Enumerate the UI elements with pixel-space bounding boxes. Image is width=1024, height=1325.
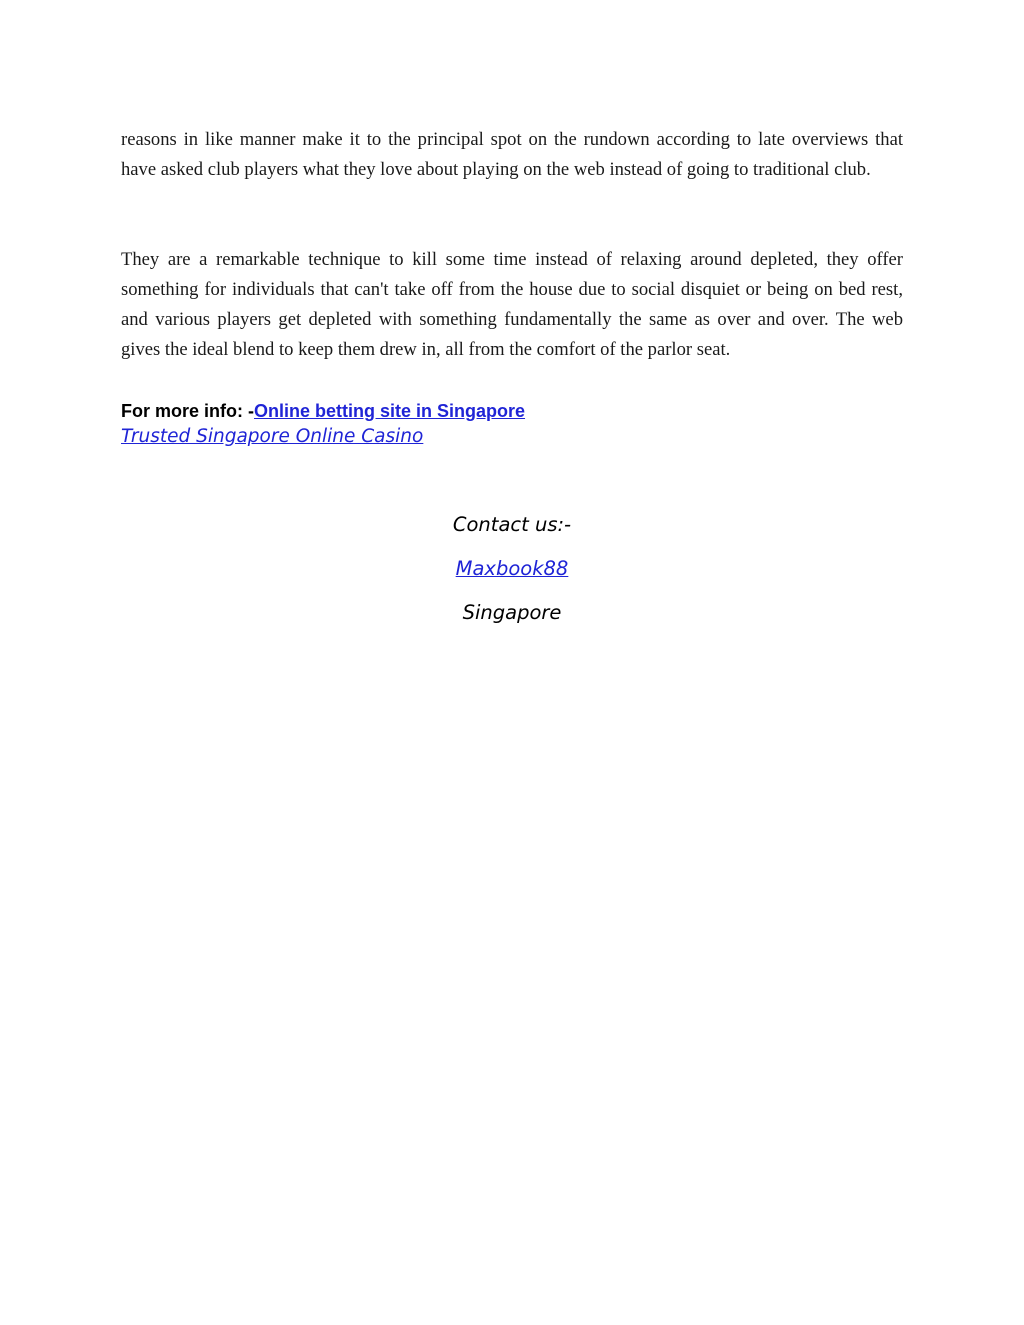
contact-city: Singapore bbox=[462, 601, 562, 624]
trusted-casino-link[interactable]: Trusted Singapore Online Casino bbox=[121, 426, 424, 447]
paragraph-2: They are a remarkable technique to kill some time instead of relaxing around depleted, they offer something for individuals that can't take off from the house due to social disquiet or being on bed rest, and various players get depleted with something fundamentally the same as over and over. The web gives the ideal blend to keep them drew in, all from the comfort of the parlor seat. bbox=[121, 249, 903, 360]
contact-title: Contact us:- bbox=[452, 513, 572, 536]
more-info-label: For more info: - bbox=[121, 401, 254, 421]
more-info-line bbox=[121, 399, 525, 423]
online-betting-link[interactable]: Online betting site in Singapore bbox=[254, 401, 526, 421]
paragraph-1: reasons in like manner make it to the principal spot on the rundown according to late overviews that have asked club players what they love about playing on the web instead of going to traditional club. bbox=[121, 129, 903, 180]
maxbook-link[interactable]: Maxbook88 bbox=[455, 557, 569, 580]
contact-name bbox=[0, 555, 1024, 583]
